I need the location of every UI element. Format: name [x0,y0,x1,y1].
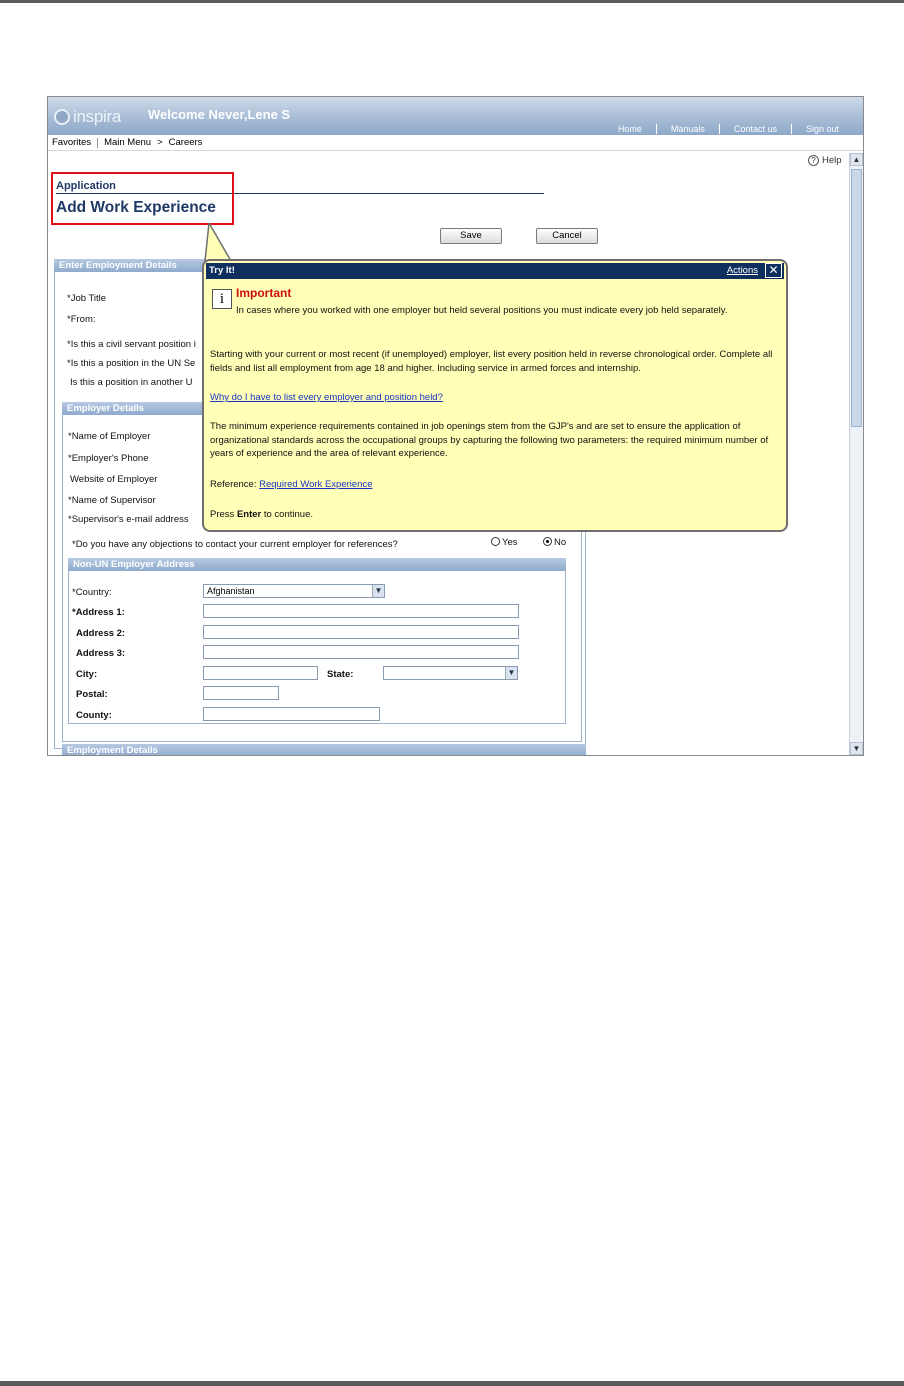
contact-us-link[interactable]: Contact us [719,124,791,134]
scroll-thumb[interactable] [851,169,862,427]
top-links [604,124,853,134]
inspira-logo [54,107,121,127]
actions-link[interactable]: Actions [726,265,758,276]
paragraph-1-line-1: In cases where you worked with one employer but held several positions you must indicate every job held [236,305,680,316]
callout-title: Try It! [209,265,235,276]
why-list-every-employer-link[interactable]: Why do I have to list every employer and position held? [210,392,443,403]
callout-link-paragraph [210,391,775,405]
callout-paragraph-3: The minimum experience requirements contained in job openings stem from the GJP's and are set to ensure the application of organizational standards across the occupational groups by capturing the following two parameters: the required minimum number of years of experience and the area of relevant experience. [210,421,769,459]
press-text: Press [210,509,237,520]
un-emblem-icon [54,109,70,125]
welcome-text: Welcome Never,Lene S [148,107,291,122]
supervisor-email-label: *Supervisor's e-mail address [68,514,189,525]
callout-press-enter [210,508,775,522]
address3-label: Address 3: [76,648,126,659]
vertical-scrollbar[interactable] [849,153,863,755]
objections-no-radio[interactable] [543,537,566,548]
objections-label: *Do you have any objections to contact your current employer for references? [72,539,398,550]
state-select[interactable] [383,666,518,680]
continue-text: to continue. [261,509,313,520]
state-label: State: [327,669,354,680]
highlight-box [51,172,234,225]
required-work-experience-link[interactable]: Required Work Experience [259,479,373,490]
help-icon: ? [808,155,819,166]
country-value: Afghanistan [207,586,255,596]
scroll-down-icon[interactable]: ▼ [850,742,863,755]
no-label: No [554,537,567,548]
county-label: County: [76,710,112,721]
callout-header [206,263,784,279]
callout-paragraph-2: Starting with your current or most recent (if unemployed) employer, list every position held in reverse chronological order. Complete all fields and list all employment from age 18 and higher. Including service in armed forces and internship. [210,349,773,374]
breadcrumb-separator: > [157,137,163,148]
address2-label: Address 2: [76,628,126,639]
employment-details-header: Employment Details [62,744,586,756]
address1-input[interactable] [203,604,519,618]
enter-key-text: Enter [236,509,262,520]
logo-text: inspira [73,107,121,126]
paragraph-1-line-2: separately. [681,305,728,316]
city-input[interactable] [203,666,318,680]
main-menu[interactable]: Main Menu [104,137,152,148]
postal-input[interactable] [203,686,279,700]
city-label: City: [76,669,98,680]
page-bottom-rule [0,1381,904,1386]
address3-input[interactable] [203,645,519,659]
callout-reference [210,478,775,492]
important-heading: Important [236,286,292,300]
employer-name-label: *Name of Employer [68,431,151,442]
country-label: *Country: [72,587,112,598]
radio-no-icon [543,537,552,546]
help-label: Help [822,155,842,166]
reference-label: Reference: [210,479,260,490]
section-label: Application [56,180,116,192]
objections-yes-radio[interactable] [491,537,518,548]
chevron-down-icon: ▼ [372,585,384,597]
chevron-down-icon: ▼ [505,667,517,679]
employment-section-header: Enter Employment Details [54,259,586,272]
county-input[interactable] [203,707,380,721]
yes-label: Yes [502,537,518,548]
country-select[interactable] [203,584,385,598]
close-icon[interactable]: ✕ [765,263,782,278]
menu-bar [48,135,863,151]
cancel-button[interactable]: Cancel [536,228,598,244]
address-section-header: Non-UN Employer Address [68,558,566,571]
employer-phone-label: *Employer's Phone [68,453,149,464]
another-un-label: Is this a position in another U [70,377,193,388]
un-position-label: *Is this a position in the UN Se [67,358,196,369]
callout-paragraph-1 [210,304,775,318]
sign-out-link[interactable]: Sign out [791,124,853,134]
radio-yes-icon [491,537,500,546]
page-title: Add Work Experience [56,199,216,216]
from-label: *From: [67,314,96,325]
help-link[interactable] [808,155,842,166]
address-section [68,558,566,724]
top-banner [48,97,863,135]
civil-servant-label: *Is this a civil servant position i [67,339,196,350]
supervisor-name-label: *Name of Supervisor [68,495,156,506]
favorites-menu[interactable]: Favorites [52,137,92,148]
address2-input[interactable] [203,625,519,639]
page-top-rule [0,0,904,3]
employer-section-header: Employer Details [62,402,582,415]
menu-divider [97,138,98,148]
scroll-up-icon[interactable]: ▲ [850,153,863,166]
careers-breadcrumb[interactable]: Careers [168,137,203,148]
home-link[interactable]: Home [617,124,642,134]
callout-pointer [203,223,233,263]
employer-website-label: Website of Employer [70,474,158,485]
save-button[interactable]: Save [440,228,502,244]
try-it-callout [202,259,788,532]
info-icon: i [212,289,232,309]
address1-label: *Address 1: [72,607,125,618]
postal-label: Postal: [76,689,108,700]
manuals-link[interactable]: Manuals [656,124,719,134]
job-title-label: *Job Title [67,293,107,304]
screenshot-frame [47,96,864,756]
